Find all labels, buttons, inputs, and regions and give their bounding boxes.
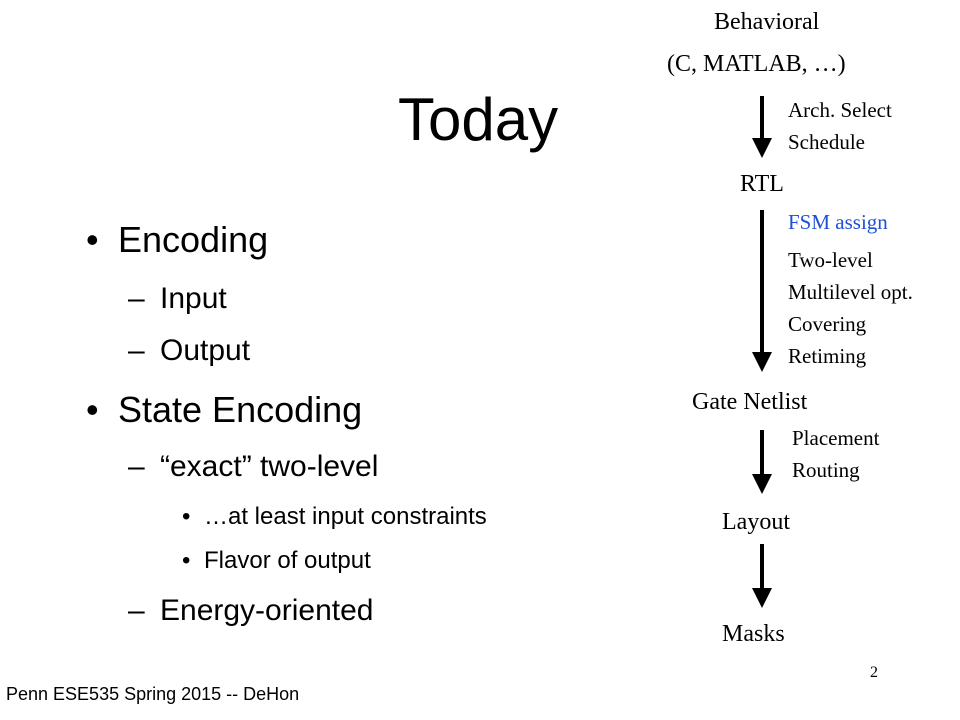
- flow-masks: Masks: [722, 621, 785, 647]
- subsubbullet-input-constraints: …at least input constraints: [204, 503, 487, 530]
- bullet-marker-l3: •: [182, 547, 191, 574]
- arrowhead: [752, 474, 772, 494]
- arrowhead: [752, 138, 772, 158]
- subbullet-energy-oriented: Energy-oriented: [160, 594, 374, 627]
- slide-footer: Penn ESE535 Spring 2015 -- DeHon: [6, 684, 300, 704]
- flow-rtl: RTL: [740, 171, 784, 197]
- bullet-marker-l1: •: [86, 389, 99, 430]
- subbullet-input: Input: [160, 282, 227, 315]
- bullet-marker-l1: •: [86, 219, 99, 260]
- flow-step2-fsm-assign: FSM assign: [788, 210, 888, 234]
- flow-step3-placement: Placement: [792, 426, 880, 450]
- dash-marker: –: [128, 282, 145, 315]
- subsubbullet-flavor-output: Flavor of output: [204, 547, 371, 574]
- flow-step1-schedule: Schedule: [788, 130, 865, 154]
- dash-marker: –: [128, 450, 145, 483]
- flow-step2-two-level: Two-level: [788, 248, 873, 272]
- subbullet-output: Output: [160, 334, 251, 367]
- dash-marker: –: [128, 334, 145, 367]
- arrowhead: [752, 352, 772, 372]
- dash-marker: –: [128, 594, 145, 627]
- bullet-encoding: Encoding: [118, 219, 269, 260]
- flow-step1-arch-select: Arch. Select: [788, 98, 892, 122]
- subbullet-exact-two-level: “exact” two-level: [160, 450, 379, 483]
- flow-step2-covering: Covering: [788, 312, 867, 336]
- slide-title: Today: [398, 86, 559, 153]
- bullet-marker-l3: •: [182, 503, 191, 530]
- flow-step2-retiming: Retiming: [788, 344, 867, 368]
- bullet-state-encoding: State Encoding: [118, 389, 363, 430]
- flow-layout: Layout: [722, 509, 790, 535]
- arrowhead: [752, 588, 772, 608]
- page-number: 2: [870, 664, 878, 681]
- flow-gate-netlist: Gate Netlist: [692, 389, 808, 415]
- flow-step3-routing: Routing: [792, 458, 860, 482]
- flow-behavioral-sub: (C, MATLAB, …): [667, 51, 846, 77]
- flow-step2-multilevel: Multilevel opt.: [788, 280, 913, 304]
- flow-behavioral: Behavioral: [714, 9, 820, 35]
